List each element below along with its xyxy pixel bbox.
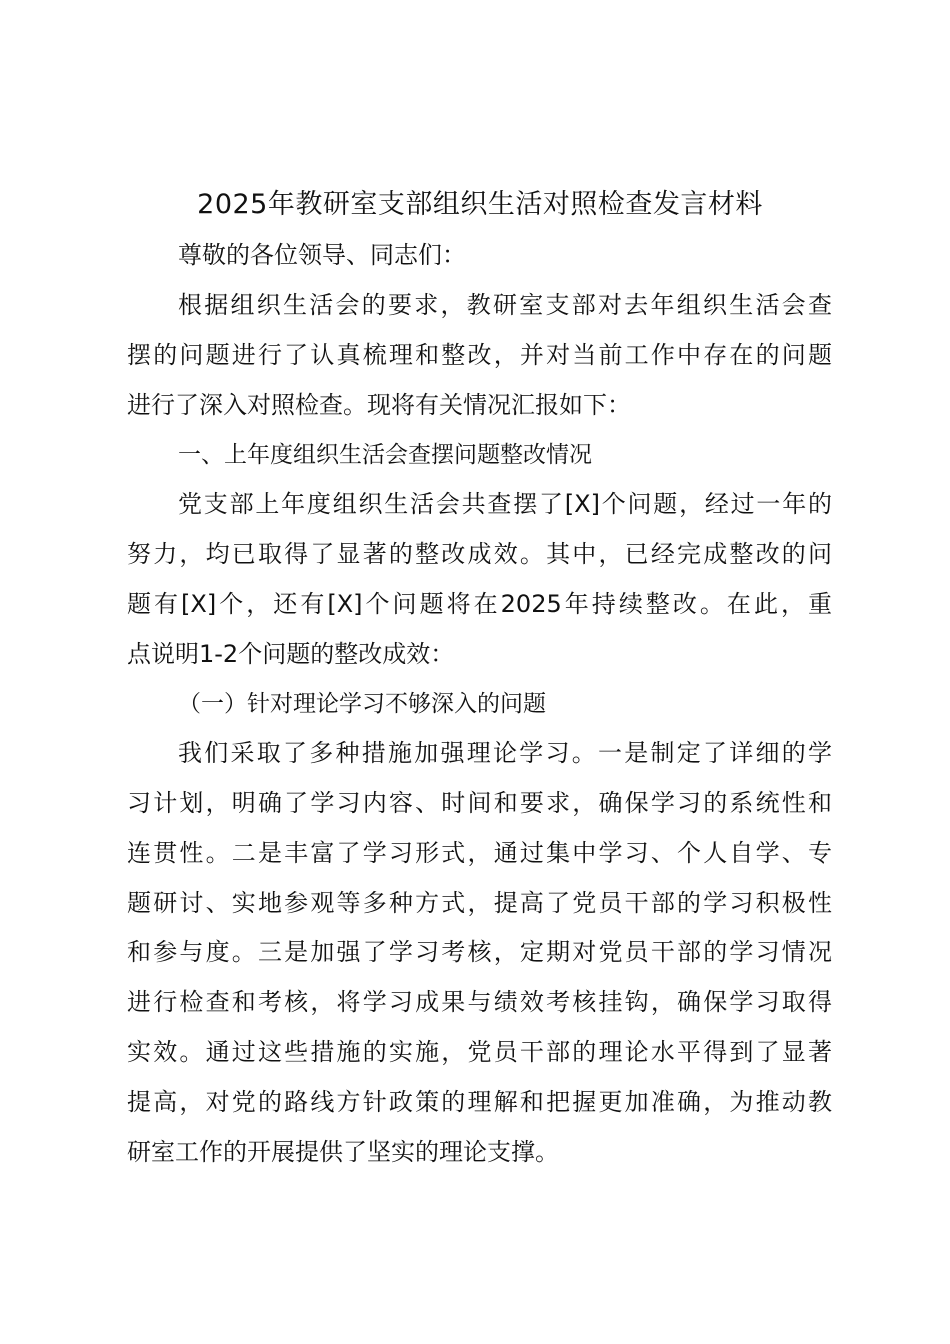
section-paragraph-line: 点说明1-2个问题的整改成效：	[127, 640, 455, 668]
section-paragraph-line: 题有[X]个，还有[X]个问题将在2025年持续整改。在此，重	[127, 590, 832, 618]
intro-line: 根据组织生活会的要求，教研室支部对去年组织生活会查	[178, 291, 832, 319]
document-title: 2025年教研室支部组织生活对照检查发言材料	[197, 189, 763, 220]
section-paragraph-line: 努力，均已取得了显著的整改成效。其中，已经完成整改的问	[127, 540, 832, 568]
section-heading: 一、上年度组织生活会查摆问题整改情况	[178, 442, 592, 468]
subsection-paragraph-line: 提高，对党的路线方针政策的理解和把握更加准确，为推动教	[127, 1088, 832, 1116]
subsection-paragraph-line: 习计划，明确了学习内容、时间和要求，确保学习的系统性和	[127, 789, 832, 817]
subsection-paragraph-line: 进行检查和考核，将学习成果与绩效考核挂钩，确保学习取得	[127, 988, 832, 1016]
intro-line: 进行了深入对照检查。现将有关情况汇报如下：	[127, 391, 631, 419]
subsection-paragraph-line: 连贯性。二是丰富了学习形式，通过集中学习、个人自学、专	[127, 839, 832, 867]
subsection-paragraph-line: 题研讨、实地参观等多种方式，提高了党员干部的学习积极性	[127, 889, 832, 917]
subsection-paragraph-line: 和参与度。三是加强了学习考核，定期对党员干部的学习情况	[127, 938, 832, 966]
subsection-paragraph-line: 研室工作的开展提供了坚实的理论支撑。	[127, 1138, 559, 1166]
salutation: 尊敬的各位领导、同志们：	[178, 241, 466, 269]
section-paragraph-line: 党支部上年度组织生活会共查摆了[X]个问题，经过一年的	[178, 490, 832, 518]
subsection-paragraph-line: 实效。通过这些措施的实施，党员干部的理论水平得到了显著	[127, 1038, 832, 1066]
intro-line: 摆的问题进行了认真梳理和整改，并对当前工作中存在的问题	[127, 341, 832, 369]
subsection-paragraph-line: 我们采取了多种措施加强理论学习。一是制定了详细的学	[178, 739, 832, 767]
subsection-heading: （一）针对理论学习不够深入的问题	[178, 691, 546, 717]
